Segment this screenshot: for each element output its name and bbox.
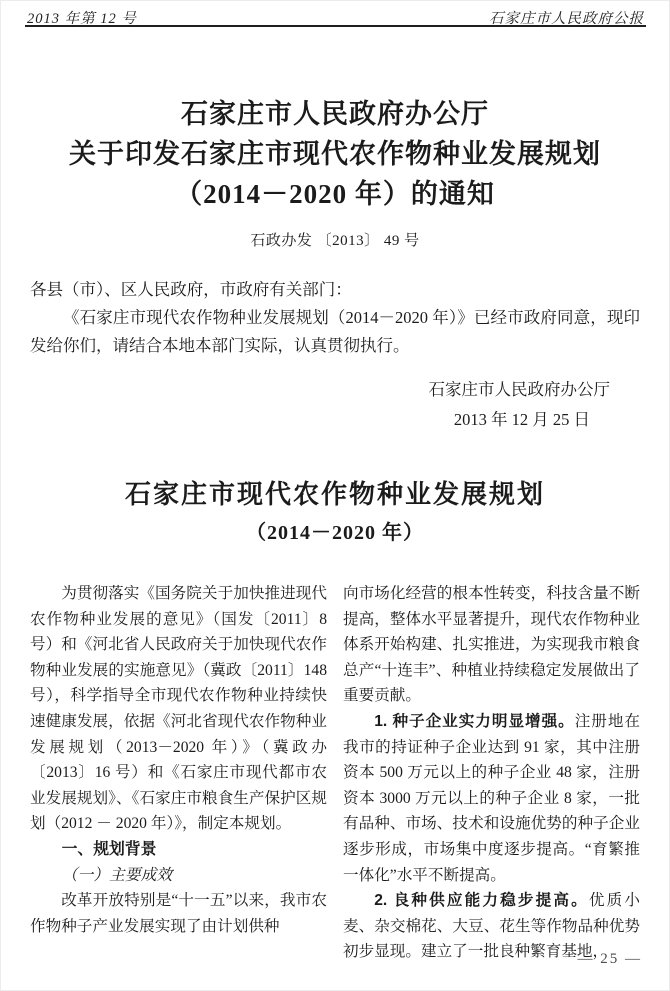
achievements-paragraph: 改革开放特别是“十一五”以来，我市农作物种子产业发展实现了由计划供种 (30, 892, 327, 935)
right-column (343, 581, 640, 965)
issue-number: 2013 年第 12 号 (27, 11, 137, 27)
item-2-lead: 2. 良种供应能力稳步提高。 (374, 892, 589, 910)
plan-subtitle: （2014－2020 年） (246, 522, 424, 544)
section-heading-1: 一、规划背景 (61, 840, 157, 858)
left-column (30, 581, 327, 965)
signature-office: 石家庄市人民政府办公厅 (428, 380, 610, 399)
document-number: 石政办发 〔2013〕 49 号 (250, 233, 420, 249)
item-1-text: 注册地在我市的持证种子企业达到 91 家，其中注册资本 500 万元以上的种子企业 48 家，注册资本 3000 万元以上的种子企业 8 家，一批有品种、市场、技术和设施优势的种子企业逐步形成，市场集中度逐步提高。“育繁推一体化”水平不断提高。 (343, 712, 640, 884)
plan-intro-paragraph: 为贯彻落实《国务院关于加快推进现代农作物种业发展的意见》（国发〔2011〕8 号）和《河北省人民政府关于加快现代农作物种业发展的实施意见》（冀政〔2011〕148 号），科学指导全市现代农作物种业持续快速健康发展，依据《河北省现代农作物种业发展规划（2013－2020 年）》（冀政办〔2013〕16 号）和《石家庄市现代都市农业发展规划》、《石家庄市粮食生产保护区规划（2012 － 2020 年）》，制定本规划。 (30, 585, 327, 833)
notice-salutation: 各县（市）、区人民政府，市政府有关部门： (30, 280, 352, 299)
subsection-heading-1-1: （一）主要成效 (61, 866, 173, 884)
plan-title: 石家庄市现代农作物种业发展规划 (124, 480, 545, 509)
notice-title-line-1: 石家庄市人民政府办公厅 (181, 99, 489, 129)
header-rule (25, 25, 646, 27)
item-1-lead: 1. 种子企业实力明显增强。 (374, 712, 575, 730)
signature-date: 2013 年 12 月 25 日 (453, 410, 590, 429)
two-column-body (30, 581, 640, 965)
signature-block (30, 375, 640, 435)
notice-title (30, 94, 640, 214)
page-number: — 25 — (577, 951, 642, 967)
notice-body-paragraph: 《石家庄市现代农作物种业发展规划（2014－2020 年）》已经市政府同意，现印发给你们，请结合本地本部门实际，认真贯彻执行。 (30, 308, 640, 355)
item-2-text: 优质小麦、杂交棉花、大豆、花生等作物品种优势初步显现。建立了一批良种繁育基地， (343, 892, 640, 961)
notice-title-line-3: （2014－2020 年）的通知 (175, 179, 495, 209)
notice-title-line-2: 关于印发石家庄市现代农作物种业发展规划 (69, 139, 601, 169)
gazette-name: 石家庄市人民政府公报 (489, 11, 644, 27)
plan-title-block (30, 478, 640, 548)
continuation-paragraph: 向市场化经营的根本性转变，科技含量不断提高，整体水平显著提升，现代农作物种业体系开始构建、扎实推进，为实现我市粮食总产“十连丰”、种植业持续稳定发展做出了重要贡献。 (343, 585, 640, 705)
numbered-item-1 (343, 709, 640, 888)
notice-body (30, 276, 640, 360)
